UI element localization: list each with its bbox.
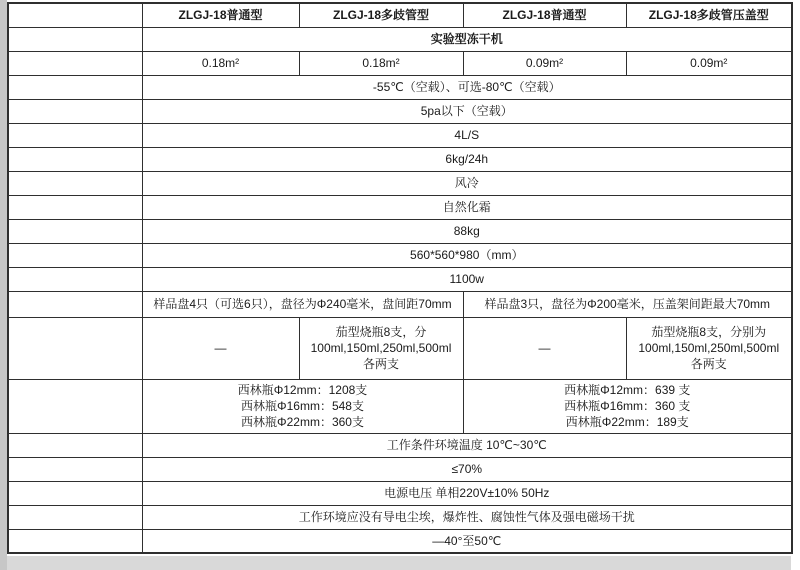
table-cell: 风冷 — [142, 171, 792, 195]
row-header: 相对湿度 — [8, 457, 142, 481]
row-header: 电源电压 — [8, 481, 142, 505]
table-cell: 电源电压 单相220V±10% 50Hz — [142, 481, 792, 505]
table-cell: 0.18m² — [299, 51, 463, 75]
table-cell: ZLGJ-18普通型 — [463, 3, 626, 27]
table-cell-line: 西林瓶Φ16mm：360 支 — [564, 398, 691, 413]
table-cell-line: 西林瓶Φ22mm：189支 — [565, 415, 689, 430]
row-header: 抽气速率 — [8, 123, 142, 147]
table-row — [8, 99, 792, 123]
table-cell-line: 西林瓶Φ12mm：1208支 — [237, 382, 368, 397]
table-cell: 0.18m² — [142, 51, 299, 75]
row-header: 主机重量 — [8, 219, 142, 243]
page-bottom-margin — [7, 556, 791, 570]
table-cell-line: 西林瓶Φ12mm：639 支 — [564, 382, 691, 397]
table-row — [8, 529, 792, 553]
table-row — [8, 171, 792, 195]
row-header: 除霜模式 — [8, 195, 142, 219]
row-header: 运输贮存条件环境温度 — [8, 529, 142, 553]
table-cell: 样品盘4只（可选6只），盘径为Φ240毫米，盘间距70mm — [142, 291, 463, 317]
row-header: 规格 — [8, 27, 142, 51]
table-cell: — — [142, 317, 299, 379]
table-cell: 6kg/24h — [142, 147, 792, 171]
table-row — [8, 123, 792, 147]
table-cell: 0.09m² — [463, 51, 626, 75]
table-row — [8, 317, 792, 379]
row-header: 工作条件环境温度 — [8, 433, 142, 457]
table-row — [8, 219, 792, 243]
table-cell: 5pa以下（空载） — [142, 99, 792, 123]
table-cell: 样品盘3只，盘径为Φ200毫米，压盖架间距最大70mm — [463, 291, 792, 317]
row-header: 机型 — [8, 3, 142, 27]
row-header: 冷却方式 — [8, 171, 142, 195]
table-cell: 0.09m² — [626, 51, 792, 75]
table-cell: ZLGJ-18多歧管型 — [299, 3, 463, 27]
table-cell: 560*560*980（mm） — [142, 243, 792, 267]
table-cell: 工作条件环境温度 10℃~30℃ — [142, 433, 792, 457]
row-header: 捕水能力 — [8, 147, 142, 171]
table-cell: ZLGJ-18多歧管压盖型 — [626, 3, 792, 27]
row-header: 茄型烧瓶 — [8, 317, 142, 379]
table-row — [8, 3, 792, 27]
table-cell: 4L/S — [142, 123, 792, 147]
table-cell — [142, 379, 463, 433]
table-row — [8, 243, 792, 267]
table-row — [8, 291, 792, 317]
table-cell: 1100w — [142, 267, 792, 291]
table-row — [8, 433, 792, 457]
table-cell: —40°至50℃ — [142, 529, 792, 553]
table-cell — [463, 379, 792, 433]
table-row — [8, 75, 792, 99]
table-cell: -55℃（空载）、可选-80℃（空载） — [142, 75, 792, 99]
row-header: 冻干面积 — [8, 51, 142, 75]
row-header: 主机尺寸 — [8, 243, 142, 267]
row-header: 整机功率 — [8, 267, 142, 291]
table-row — [8, 27, 792, 51]
row-header: 冷阱盘管温度 — [8, 75, 142, 99]
table-row — [8, 505, 792, 529]
table-cell: 实验型冻干机 — [142, 27, 792, 51]
table-row — [8, 457, 792, 481]
table-row — [8, 267, 792, 291]
table-cell: 茄型烧瓶8支，分别为100ml,150ml,250ml,500ml各两支 — [626, 317, 792, 379]
table-cell: — — [463, 317, 626, 379]
row-header: 极限真空度 — [8, 99, 142, 123]
table-cell-line: 西林瓶Φ22mm：360支 — [241, 415, 364, 430]
table-row — [8, 51, 792, 75]
freeze-dryer-spec-table — [7, 2, 793, 554]
row-header: 工作环境 — [8, 505, 142, 529]
table-cell: 自然化霜 — [142, 195, 792, 219]
table-cell: 88kg — [142, 219, 792, 243]
table-cell: ≤70% — [142, 457, 792, 481]
table-row — [8, 379, 792, 433]
row-header: 西林瓶装置 — [8, 379, 142, 433]
table-cell: 茄型烧瓶8支，分100ml,150ml,250ml,500ml 各两支 — [299, 317, 463, 379]
table-row — [8, 147, 792, 171]
table-row — [8, 195, 792, 219]
table-row — [8, 481, 792, 505]
page-left-margin — [0, 0, 7, 570]
table-cell: 工作环境应没有导电尘埃，爆炸性、腐蚀性气体及强电磁场干扰 — [142, 505, 792, 529]
table-cell-line: 西林瓶Φ16mm：548支 — [241, 398, 364, 413]
spec-table-body — [8, 3, 792, 553]
row-header: 样品盘 — [8, 291, 142, 317]
table-cell: ZLGJ-18普通型 — [142, 3, 299, 27]
